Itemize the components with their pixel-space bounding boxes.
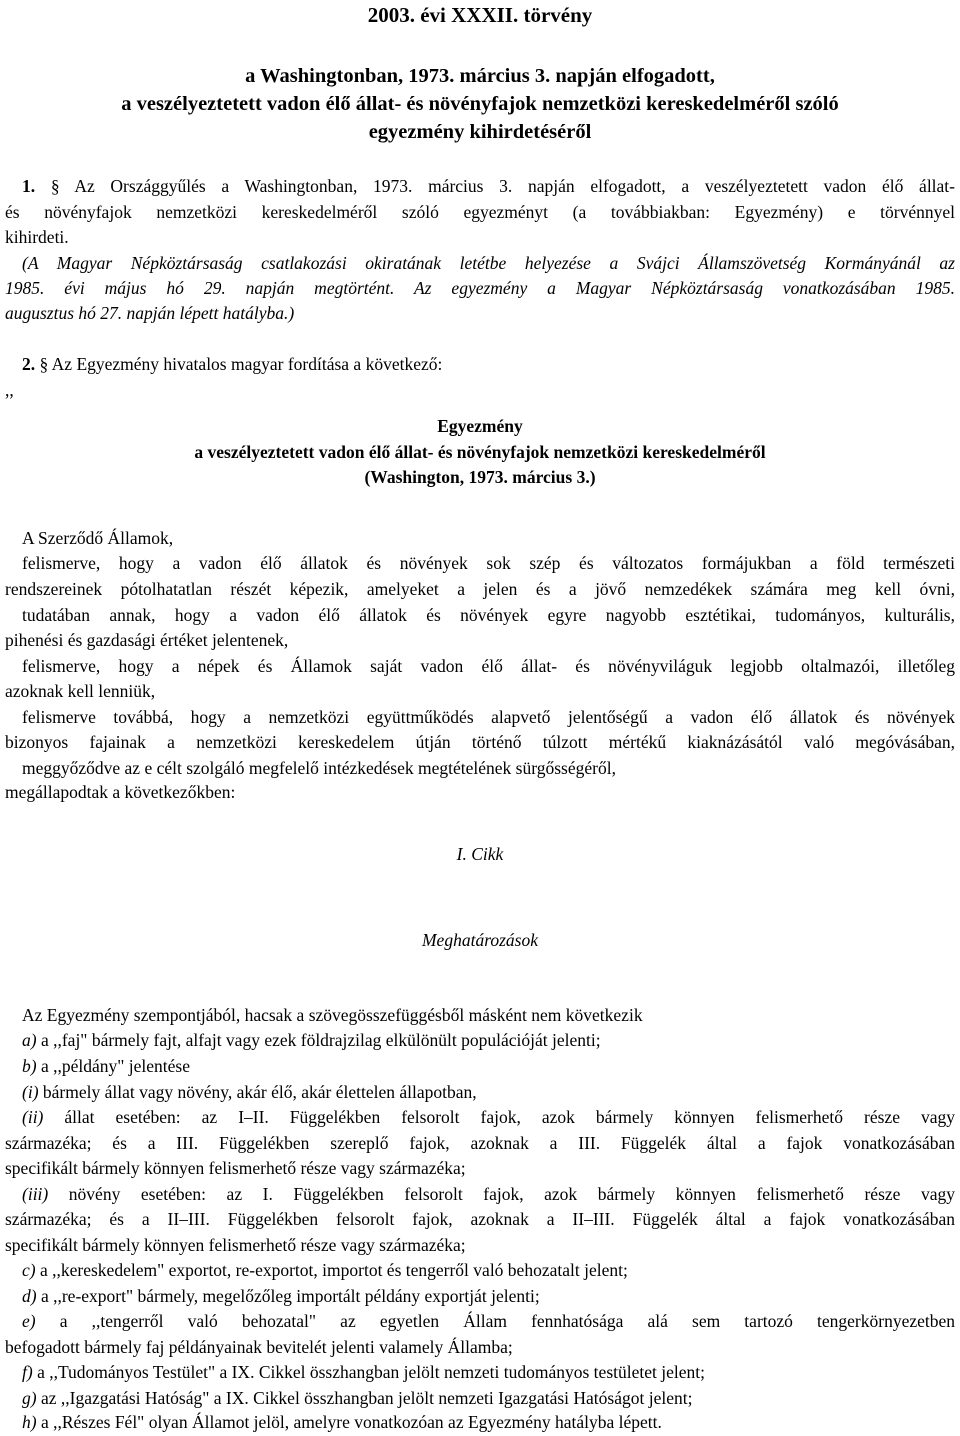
section-1-note-line: augusztus hó 27. napján lépett hatályba.)	[5, 303, 295, 323]
law-title: 2003. évi XXXII. törvény	[367, 3, 593, 27]
definition-item	[22, 1182, 955, 1206]
preamble-line: pihenési és gazdasági értéket jelentenek,	[5, 630, 289, 650]
definition-text: a ,,példány" jelentése	[36, 1056, 190, 1076]
section-sign-icon: §	[39, 354, 49, 374]
definition-label: (iii)	[22, 1184, 49, 1204]
definition-label: (i)	[22, 1082, 39, 1102]
section-2-line	[22, 352, 442, 376]
definition-text: állat esetében: az I–II. Függelékben felsorolt fajok, azok bármely könnyen felismerhető része vagy	[43, 1107, 955, 1127]
section-1-note-line: 1985. évi május hó 29. napján megtörtént. Az egyezmény a Magyar Népköztársaság vonatkozásában 1985.	[5, 278, 955, 298]
preamble-line: bizonyos fajainak a nemzetközi kereskedelem útján történő túlzott mértékű kiaknázásától való megóvásában,	[5, 732, 955, 752]
definition-item	[22, 1054, 190, 1078]
section-1-line-2: és növényfajok nemzetközi kereskedelméről szóló egyezményt (a továbbiakban: Egyezmény) e törvénnyel	[5, 202, 955, 222]
preamble-line: felismerve, hogy a népek és Államok saját vadon élő állat- és növényviláguk legjobb oltalmazói, illetőleg	[22, 656, 955, 676]
definition-text: a ,,tengerről való behozatal" az egyetlen Állam fennhatósága alá sem tartozó tengerkörnyezetben	[35, 1311, 955, 1331]
definition-label: (ii)	[22, 1107, 44, 1127]
law-subtitle-line: a Washingtonban, 1973. március 3. napján elfogadott,	[245, 65, 715, 87]
definition-text: a ,,kereskedelem" exportot, re-exportot, importot és tengerről való behozatalt jelent;	[35, 1260, 628, 1280]
definition-text: az ,,Igazgatási Hatóság" a IX. Cikkel összhangban jelölt nemzeti Igazgatási Hatóságot jelent;	[36, 1388, 693, 1408]
definition-continuation: származéka; és a II–III. Függelékben felsorolt fajok, azoknak a II–III. Függelék által a fajok vonatkozásában	[5, 1209, 955, 1229]
preamble-line: megállapodtak a következőkben:	[5, 782, 236, 802]
definition-label: g)	[22, 1388, 37, 1408]
definition-text: a ,,Tudományos Testület" a IX. Cikkel összhangban jelölt nemzeti tudományos testületet jelent;	[32, 1362, 705, 1382]
article-title: I. Cikk	[456, 844, 504, 864]
definition-label: a)	[22, 1030, 37, 1050]
section-1-line-1	[22, 174, 955, 198]
definition-item	[22, 1105, 955, 1129]
definition-label: b)	[22, 1056, 37, 1076]
definition-continuation: befogadott bármely faj példányainak bevitelét jelenti valamely Államba;	[5, 1337, 513, 1357]
definition-item	[22, 1309, 955, 1333]
article-subtitle: Meghatározások	[421, 930, 538, 950]
definition-continuation: származéka; és a III. Függelékben szereplő fajok, azoknak a III. Függelék által a fajok vonatkozásában	[5, 1133, 955, 1153]
definition-item	[22, 1360, 705, 1384]
law-subtitle-line: egyezmény kihirdetéséről	[368, 121, 592, 143]
definition-label: c)	[22, 1260, 36, 1280]
opening-quote: ,,	[5, 380, 14, 400]
preamble-line: azoknak kell lenniük,	[5, 681, 156, 701]
preamble-line: felismerve, hogy a vadon élő állatok és növények sok szép és változatos formájukban a föld természeti	[22, 553, 955, 573]
definition-continuation: specifikált bármely könnyen felismerhető része vagy származéka;	[5, 1158, 466, 1178]
preamble-line: meggyőződve az e célt szolgáló megfelelő intézkedések megtételének sürgősségéről,	[22, 758, 616, 778]
section-1-note-line: (A Magyar Népköztársaság csatlakozási okiratának letétbe helyezése a Svájci Államszövetség Kormányánál az	[22, 253, 955, 273]
convention-heading-line: (Washington, 1973. március 3.)	[364, 467, 596, 487]
section-1-number: 1.	[22, 176, 36, 196]
definition-item	[22, 1410, 662, 1434]
definition-item	[22, 1258, 628, 1282]
section-1-text: Az Országgyűlés a Washingtonban, 1973. március 3. napján elfogadott, a veszélyeztetett vadon élő állat-	[74, 176, 955, 196]
convention-heading-line: Egyezmény	[437, 416, 523, 436]
definition-text: a ,,faj" bármely fajt, alfajt vagy ezek földrajzilag elkülönült populációját jelenti;	[36, 1030, 601, 1050]
convention-heading-line: a veszélyeztetett vadon élő állat- és növényfajok nemzetközi kereskedelméről	[194, 442, 766, 462]
definition-item	[22, 1080, 477, 1104]
definition-text: a ,,re-export" bármely, megelőzőleg importált példány exportját jelenti;	[36, 1286, 540, 1306]
definition-label: e)	[22, 1311, 36, 1331]
definition-label: f)	[22, 1362, 33, 1382]
preamble-line: rendszereinek pótolhatatlan részét képezik, amelyeket a jelen és a jövő nemzedékek számára meg kell óvni,	[5, 579, 955, 599]
section-2-number: 2.	[22, 354, 36, 374]
preamble-line: felismerve továbbá, hogy a nemzetközi együttműködés alapvető jelentőségű a vadon élő állatok és növények	[22, 707, 955, 727]
preamble-line: tudatában annak, hogy a vadon élő állatok és növények egyre nagyobb esztétikai, tudományos, kulturális,	[22, 605, 955, 625]
definition-item	[22, 1028, 601, 1052]
definitions-intro: Az Egyezmény szempontjából, hacsak a szövegösszefüggésből másként nem következik	[22, 1005, 643, 1025]
law-subtitle-line: a veszélyeztetett vadon élő állat- és növényfajok nemzetközi kereskedelméről szóló	[121, 93, 839, 115]
section-1-line-3: kihirdeti.	[5, 227, 69, 247]
preamble-line: A Szerződő Államok,	[22, 528, 174, 548]
definition-item	[22, 1386, 692, 1410]
definition-label: d)	[22, 1286, 37, 1306]
definition-continuation: specifikált bármely könnyen felismerhető része vagy származéka;	[5, 1235, 466, 1255]
section-2-text: Az Egyezmény hivatalos magyar fordítása a következő:	[51, 354, 443, 374]
section-sign-icon: §	[50, 176, 60, 196]
definition-item	[22, 1284, 540, 1308]
definition-text: bármely állat vagy növény, akár élő, akár élettelen állapotban,	[38, 1082, 477, 1102]
definition-text: növény esetében: az I. Függelékben felsorolt fajok, azok bármely könnyen felismerhető része vagy	[48, 1184, 955, 1204]
definition-text: a ,,Részes Fél" olyan Államot jelöl, amelyre vonatkozóan az Egyezmény hatályba lépett.	[36, 1412, 662, 1432]
definition-label: h)	[22, 1412, 37, 1432]
